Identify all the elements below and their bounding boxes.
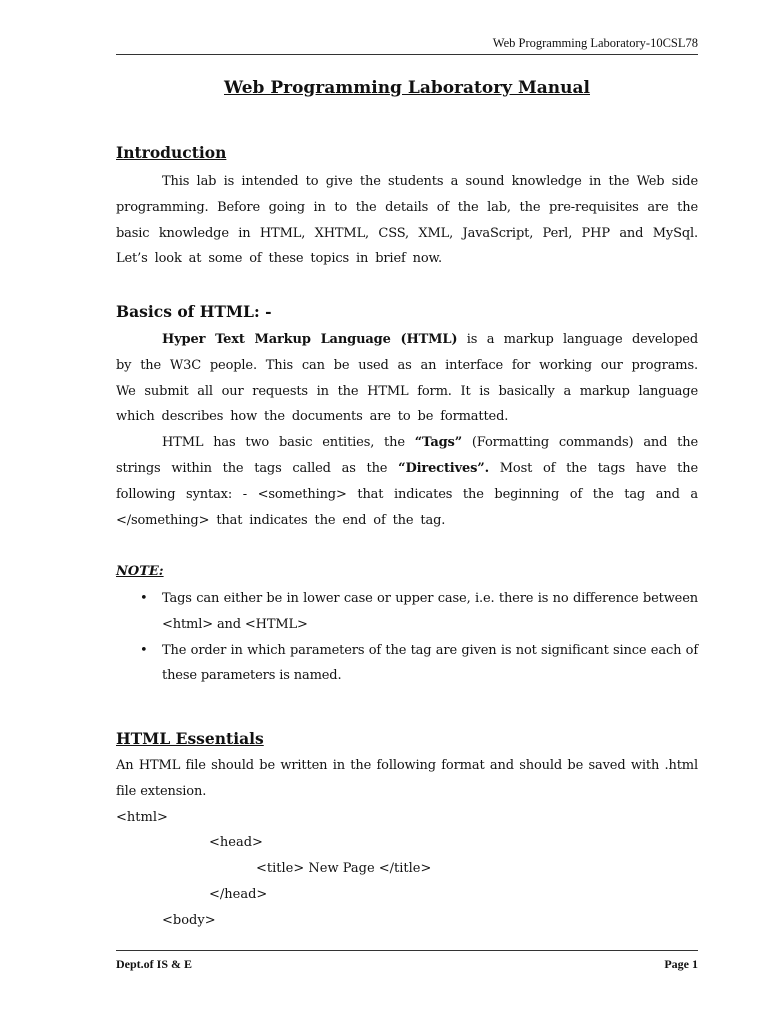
basics-p2-c: Most of the tags have the following syntax: - <something> that indicates the beginning of the tag and a </something> that indicates the end of the tag. <box>116 460 698 528</box>
essentials-heading: HTML Essentials <box>116 729 264 748</box>
note-item <box>116 638 698 690</box>
footer-department: Dept.of IS & E <box>116 957 193 971</box>
bullet-icon: • <box>140 642 148 658</box>
running-header: Web Programming Laboratory-10CSL78 <box>492 36 698 50</box>
page-title: Web Programming Laboratory Manual <box>224 78 590 98</box>
basics-section <box>116 300 698 533</box>
code-line: <title> New Page </title> <box>256 861 432 877</box>
basics-paragraph-1 <box>116 327 698 430</box>
essentials-section <box>116 727 698 934</box>
basics-paragraph-2 <box>116 430 698 533</box>
intro-paragraph: This lab is intended to give the students a sound knowledge in the Web side programming. Before going in to the details of the lab, the pre-requisites are the basic knowledge in HTML, XHTML, CSS, XML, JavaScript, Perl, PHP and MySql. Let’s look at some of these topics in brief now. <box>116 174 698 267</box>
directives-term: “Directives”. <box>398 460 489 476</box>
tags-term: “Tags” <box>414 435 463 451</box>
code-line: <body> <box>162 912 216 928</box>
basics-heading: Basics of HTML: - <box>116 302 272 321</box>
footer-rule <box>116 950 698 951</box>
bullet-icon: • <box>140 591 148 606</box>
note-item-text: The order in which parameters of the tag are given is not significant since each of these parameters is named. <box>162 642 698 684</box>
header-rule <box>116 54 698 55</box>
intro-heading: Introduction <box>116 143 227 162</box>
code-line: <html> <box>116 809 168 825</box>
basics-p2-a: HTML has two basic entities, the <box>162 435 415 451</box>
intro-section <box>116 141 698 272</box>
note-section <box>116 562 698 689</box>
note-item <box>116 586 698 638</box>
code-line: </head> <box>209 886 268 902</box>
note-list <box>116 586 698 689</box>
essentials-paragraph: An HTML file should be written in the following format and should be saved with .html file extension. <box>116 758 698 799</box>
basics-paragraph-1-text: is a markup language developed by the W3C people. This can be used as an interface for working our programs. We submit all our requests in the HTML form. It is basically a markup language which describes how the documents are to be formatted. <box>116 332 698 425</box>
note-item-text: Tags can either be in lower case or upper case, i.e. there is no difference between <html> and <HTML> <box>162 591 698 632</box>
html-definition-term: Hyper Text Markup Language (HTML) <box>162 332 458 347</box>
code-line: <head> <box>209 835 263 851</box>
basics-p2-b: (Formatting commands) and the strings within the tags called as the <box>116 435 698 476</box>
note-label: NOTE: <box>116 564 164 579</box>
page-number: Page 1 <box>664 957 698 971</box>
